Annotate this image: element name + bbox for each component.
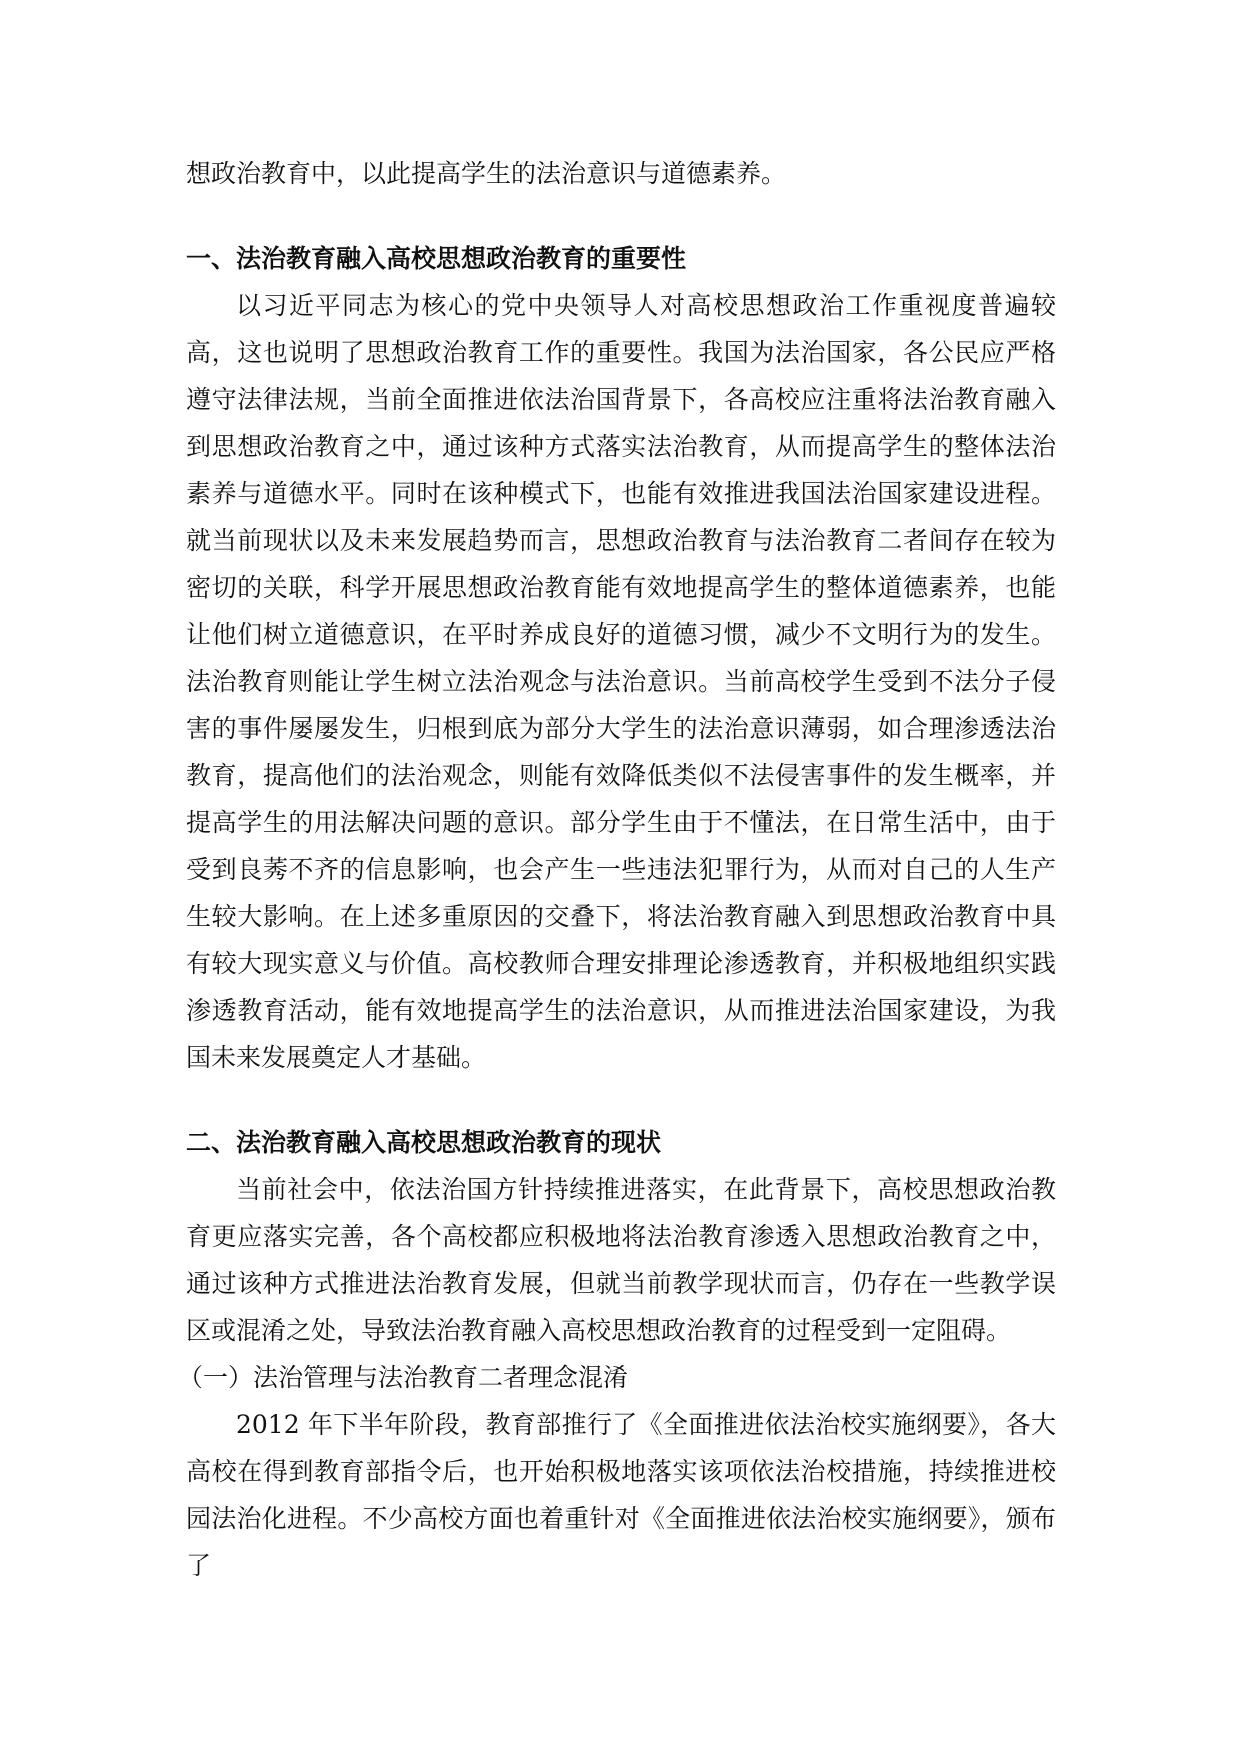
document-page (178, 150, 1056, 1589)
sub-heading-concept-confusion: （一）法治管理与法治教育二者理念混淆 (178, 1363, 629, 1392)
sub-paragraph-concept-confusion: 2012 年下半年阶段，教育部推行了《全面推进依法治校实施纲要》，各大高校在得到教育部指令后，也开始积极地落实该项依法治校措施，持续推进校园法治化进程。不少高校方面也着重针对《全面推进依法治校实施纲要》，颁布了 (186, 1410, 1056, 1580)
section-paragraph-importance: 以习近平同志为核心的党中央领导人对高校思想政治工作重视度普遍较高，这也说明了思想政治教育工作的重要性。我国为法治国家，各公民应严格遵守法律法规，当前全面推进依法治国背景下，各高校应注重将法治教育融入到思想政治教育之中，通过该种方式落实法治教育，从而提高学生的整体法治素养与道德水平。同时在该种模式下，也能有效推进我国法治国家建设进程。就当前现状以及未来发展趋势而言，思想政治教育与法治教育二者间存在较为密切的关联，科学开展思想政治教育能有效地提高学生的整体道德素养，也能让他们树立道德意识，在平时养成良好的道德习惯，减少不文明行为的发生。法治教育则能让学生树立法治观念与法治意识。当前高校学生受到不法分子侵害的事件屡屡发生，归根到底为部分大学生的法治意识薄弱，如合理渗透法治教育，提高他们的法治观念，则能有效降低类似不法侵害事件的发生概率，并提高学生的用法解决问题的意识。部分学生由于不懂法，在日常生活中，由于受到良莠不齐的信息影响，也会产生一些违法犯罪行为，从而对自己的人生产生较大影响。在上述多重原因的交叠下，将法治教育融入到思想政治教育中具有较大现实意义与价值。高校教师合理安排理论渗透教育，并积极地组织实践渗透教育活动，能有效地提高学生的法治意识，从而推进法治国家建设，为我国未来发展奠定人才基础。 (186, 291, 1056, 1072)
section-paragraph-status: 当前社会中，依法治国方针持续推进落实，在此背景下，高校思想政治教育更应落实完善，各个高校都应积极地将法治教育渗透入思想政治教育之中，通过该种方式推进法治教育发展，但就当前教学现状而言，仍存在一些教学误区或混淆之处，导致法治教育融入高校思想政治教育的过程受到一定阻碍。 (186, 1175, 1056, 1345)
section-heading-importance: 一、法治教育融入高校思想政治教育的重要性 (186, 244, 687, 273)
section-heading-status: 二、法治教育融入高校思想政治教育的现状 (186, 1128, 662, 1157)
continuation-paragraph: 想政治教育中，以此提高学生的法治意识与道德素养。 (186, 159, 787, 188)
